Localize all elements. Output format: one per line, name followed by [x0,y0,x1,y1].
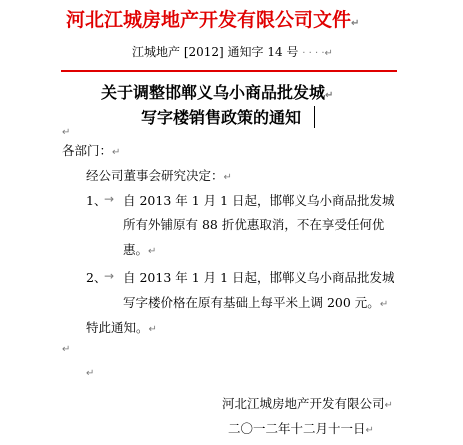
list-item-number: 1、 [86,193,107,208]
paragraph-mark: ↵ [365,425,374,436]
paragraph-mark: ↵ [148,246,157,257]
paragraph-mark: ↵ [86,368,95,379]
paragraph-mark: ↵ [148,324,157,335]
notice-title-line-2: 写字楼销售政策的通知 [141,108,302,127]
salutation: 各部门：↵ [62,143,121,158]
issue-date: 二〇一二年十二月十一日↵ [228,421,374,436]
header-red-rule [61,70,397,72]
paragraph-mark: ↵ [223,172,232,183]
notice-title-line-1: 关于调整邯郸义乌小商品批发城↵ [101,83,334,102]
document-header-title: 河北江城房地产开发有限公司文件↵ [66,9,360,31]
doc-number-trail: · · · ·↵ [302,48,333,59]
paragraph-mark: ↵ [384,400,393,411]
intro-paragraph: 经公司董事会研究决定：↵ [86,168,232,183]
text-cursor[interactable] [314,106,315,128]
tab-arrow-icon: → [104,192,115,206]
paragraph-mark: ↵ [379,299,389,310]
paragraph-mark: ↵ [112,147,121,158]
document-number: 江城地产 [2012] 通知字 14 号 · · · ·↵ [132,45,333,59]
list-item-number: 2、 [86,270,107,285]
tab-arrow-icon: → [104,269,115,283]
list-item-line: 所有外铺原有 88 折优惠取消，不在享受任何优 [123,217,385,232]
paragraph-mark: ↵ [325,90,334,101]
list-item-line: 自 2013 年 1 月 1 日起，邯郸义乌小商品批发城 [123,193,395,208]
paragraph-mark: ↵ [62,344,71,355]
closing-remark: 特此通知。↵ [86,320,157,335]
paragraph-mark: ↵ [62,127,71,138]
company-signature: 河北江城房地产开发有限公司↵ [222,396,393,411]
list-item-line: 写字楼价格在原有基础上每平米上调 200 元。↵ [123,295,389,310]
list-item-line: 自 2013 年 1 月 1 日起，邯郸义乌小商品批发城 [123,270,395,285]
paragraph-mark: ↵ [351,18,360,29]
list-item-line: 惠。↵ [123,242,157,257]
